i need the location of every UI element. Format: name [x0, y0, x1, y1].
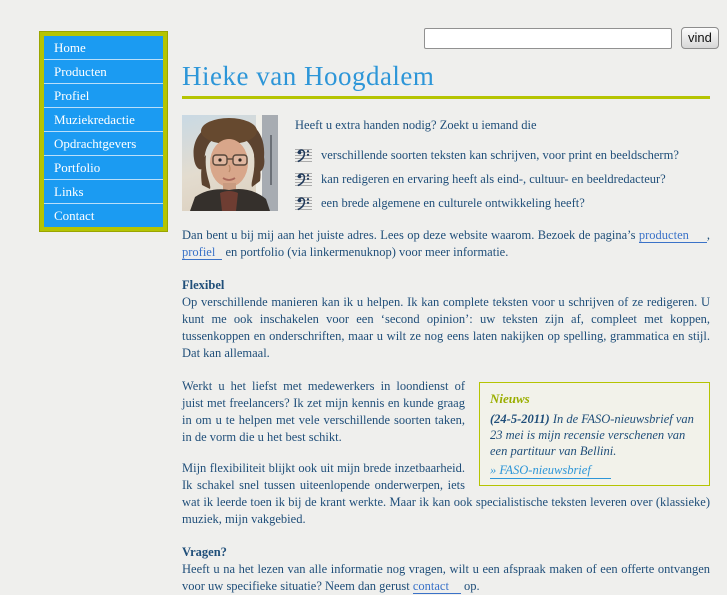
bass-clef-icon: [295, 195, 312, 212]
page-title: Hieke van Hoogdalem: [182, 61, 435, 91]
paragraph-vragen-pre: Heeft u na het lezen van alle informatie nog vragen, wilt u een afspraak maken of een offerte ontvangen voor uw specifieke situatie? Neem dan gerust: [182, 562, 710, 593]
title-divider: [182, 96, 710, 99]
bullet-text: verschillende soorten teksten kan schrijven, voor print en beeldscherm?: [321, 148, 679, 162]
paragraph-address-post: en portfolio (via linkermenuknop) voor meer informatie.: [222, 245, 509, 259]
news-body: In de FASO-nieuwsbrief van 23 mei is mijn recensie verschenen van een partituur van Bellini.: [490, 412, 694, 458]
link-contact[interactable]: contact: [413, 579, 461, 594]
news-flow-section: [182, 378, 710, 528]
intro-lead: Heeft u extra handen nodig? Zoekt u iemand die: [295, 118, 537, 132]
bass-clef-icon: [295, 171, 312, 188]
link-producten[interactable]: producten: [639, 228, 707, 243]
heading-flexibel: Flexibel: [182, 278, 225, 292]
news-heading: Nieuws: [490, 391, 530, 406]
sidebar-menu: [40, 32, 167, 231]
news-link-faso[interactable]: » FASO-nieuwsbrief: [490, 462, 611, 479]
bullet-item: [295, 171, 710, 188]
intro-section: [182, 115, 710, 219]
sidebar-item-links[interactable]: Links: [44, 179, 163, 203]
paragraph-flexibiliteit: Mijn flexibiliteit blijkt ook uit mijn brede inzetbaarheid. Ik schakel snel tussen uiteenlopende onderwerpen, iets wat ik leerde toen ik bij de krant werkte. Maar ik kan ook specialistische teksten leveren over (klassieke) muziek, mijn vakgebied.: [182, 461, 710, 526]
paragraph-address: [182, 227, 710, 261]
sidebar-item-muziekredactie[interactable]: Muziekredactie: [44, 107, 163, 131]
portrait-photo: [182, 115, 278, 211]
heading-vragen: Vragen?: [182, 545, 227, 559]
bullet-item: [295, 195, 710, 212]
search-bar: [424, 27, 719, 49]
sidebar-item-producten[interactable]: Producten: [44, 59, 163, 83]
paragraph-vragen: [182, 561, 710, 595]
paragraph-flexibel: Op verschillende manieren kan ik u helpen. Ik kan complete teksten voor u schrijven of ze redigeren. U kunt me ook inschakelen voor een ‘second opinion’: uw teksten zijn af, compleet met koppen, tussenkoppen en onderschriften, maar u wilt ze nog eens laten nakijken op spelling, grammatica en stijl. Dat kan allemaal.: [182, 295, 710, 360]
main-content: [182, 60, 710, 595]
bullet-text: kan redigeren en ervaring heeft als eind-, cultuur- en beeldredacteur?: [321, 172, 666, 186]
sidebar-item-profiel[interactable]: Profiel: [44, 83, 163, 107]
link-profiel[interactable]: profiel: [182, 245, 222, 260]
sidebar-item-contact[interactable]: Contact: [44, 203, 163, 227]
sidebar-item-portfolio[interactable]: Portfolio: [44, 155, 163, 179]
paragraph-vragen-post: op.: [460, 579, 480, 593]
intro-text: [295, 115, 710, 219]
paragraph-address-mid: ,: [706, 228, 710, 242]
bass-clef-icon: [295, 147, 312, 164]
bullet-text: een brede algemene en culturele ontwikkeling heeft?: [321, 196, 585, 210]
bullet-item: [295, 147, 710, 164]
news-date: (24-5-2011): [490, 412, 550, 426]
paragraph-werkt: Werkt u het liefst met medewerkers in loondienst of juist met freelancers? Ik zet mijn kennis en kunde graag in om u te helpen met vele verschillende soorten taken, in de vorm die u het best schikt.: [182, 379, 465, 444]
search-input[interactable]: [424, 28, 672, 49]
search-button[interactable]: vind: [681, 27, 719, 49]
news-box: [479, 382, 710, 486]
sidebar-item-opdrachtgevers[interactable]: Opdrachtgevers: [44, 131, 163, 155]
sidebar-item-home[interactable]: Home: [54, 40, 86, 55]
paragraph-address-pre: Dan bent u bij mij aan het juiste adres. Lees op deze website waarom. Bezoek de pagina’s: [182, 228, 639, 242]
